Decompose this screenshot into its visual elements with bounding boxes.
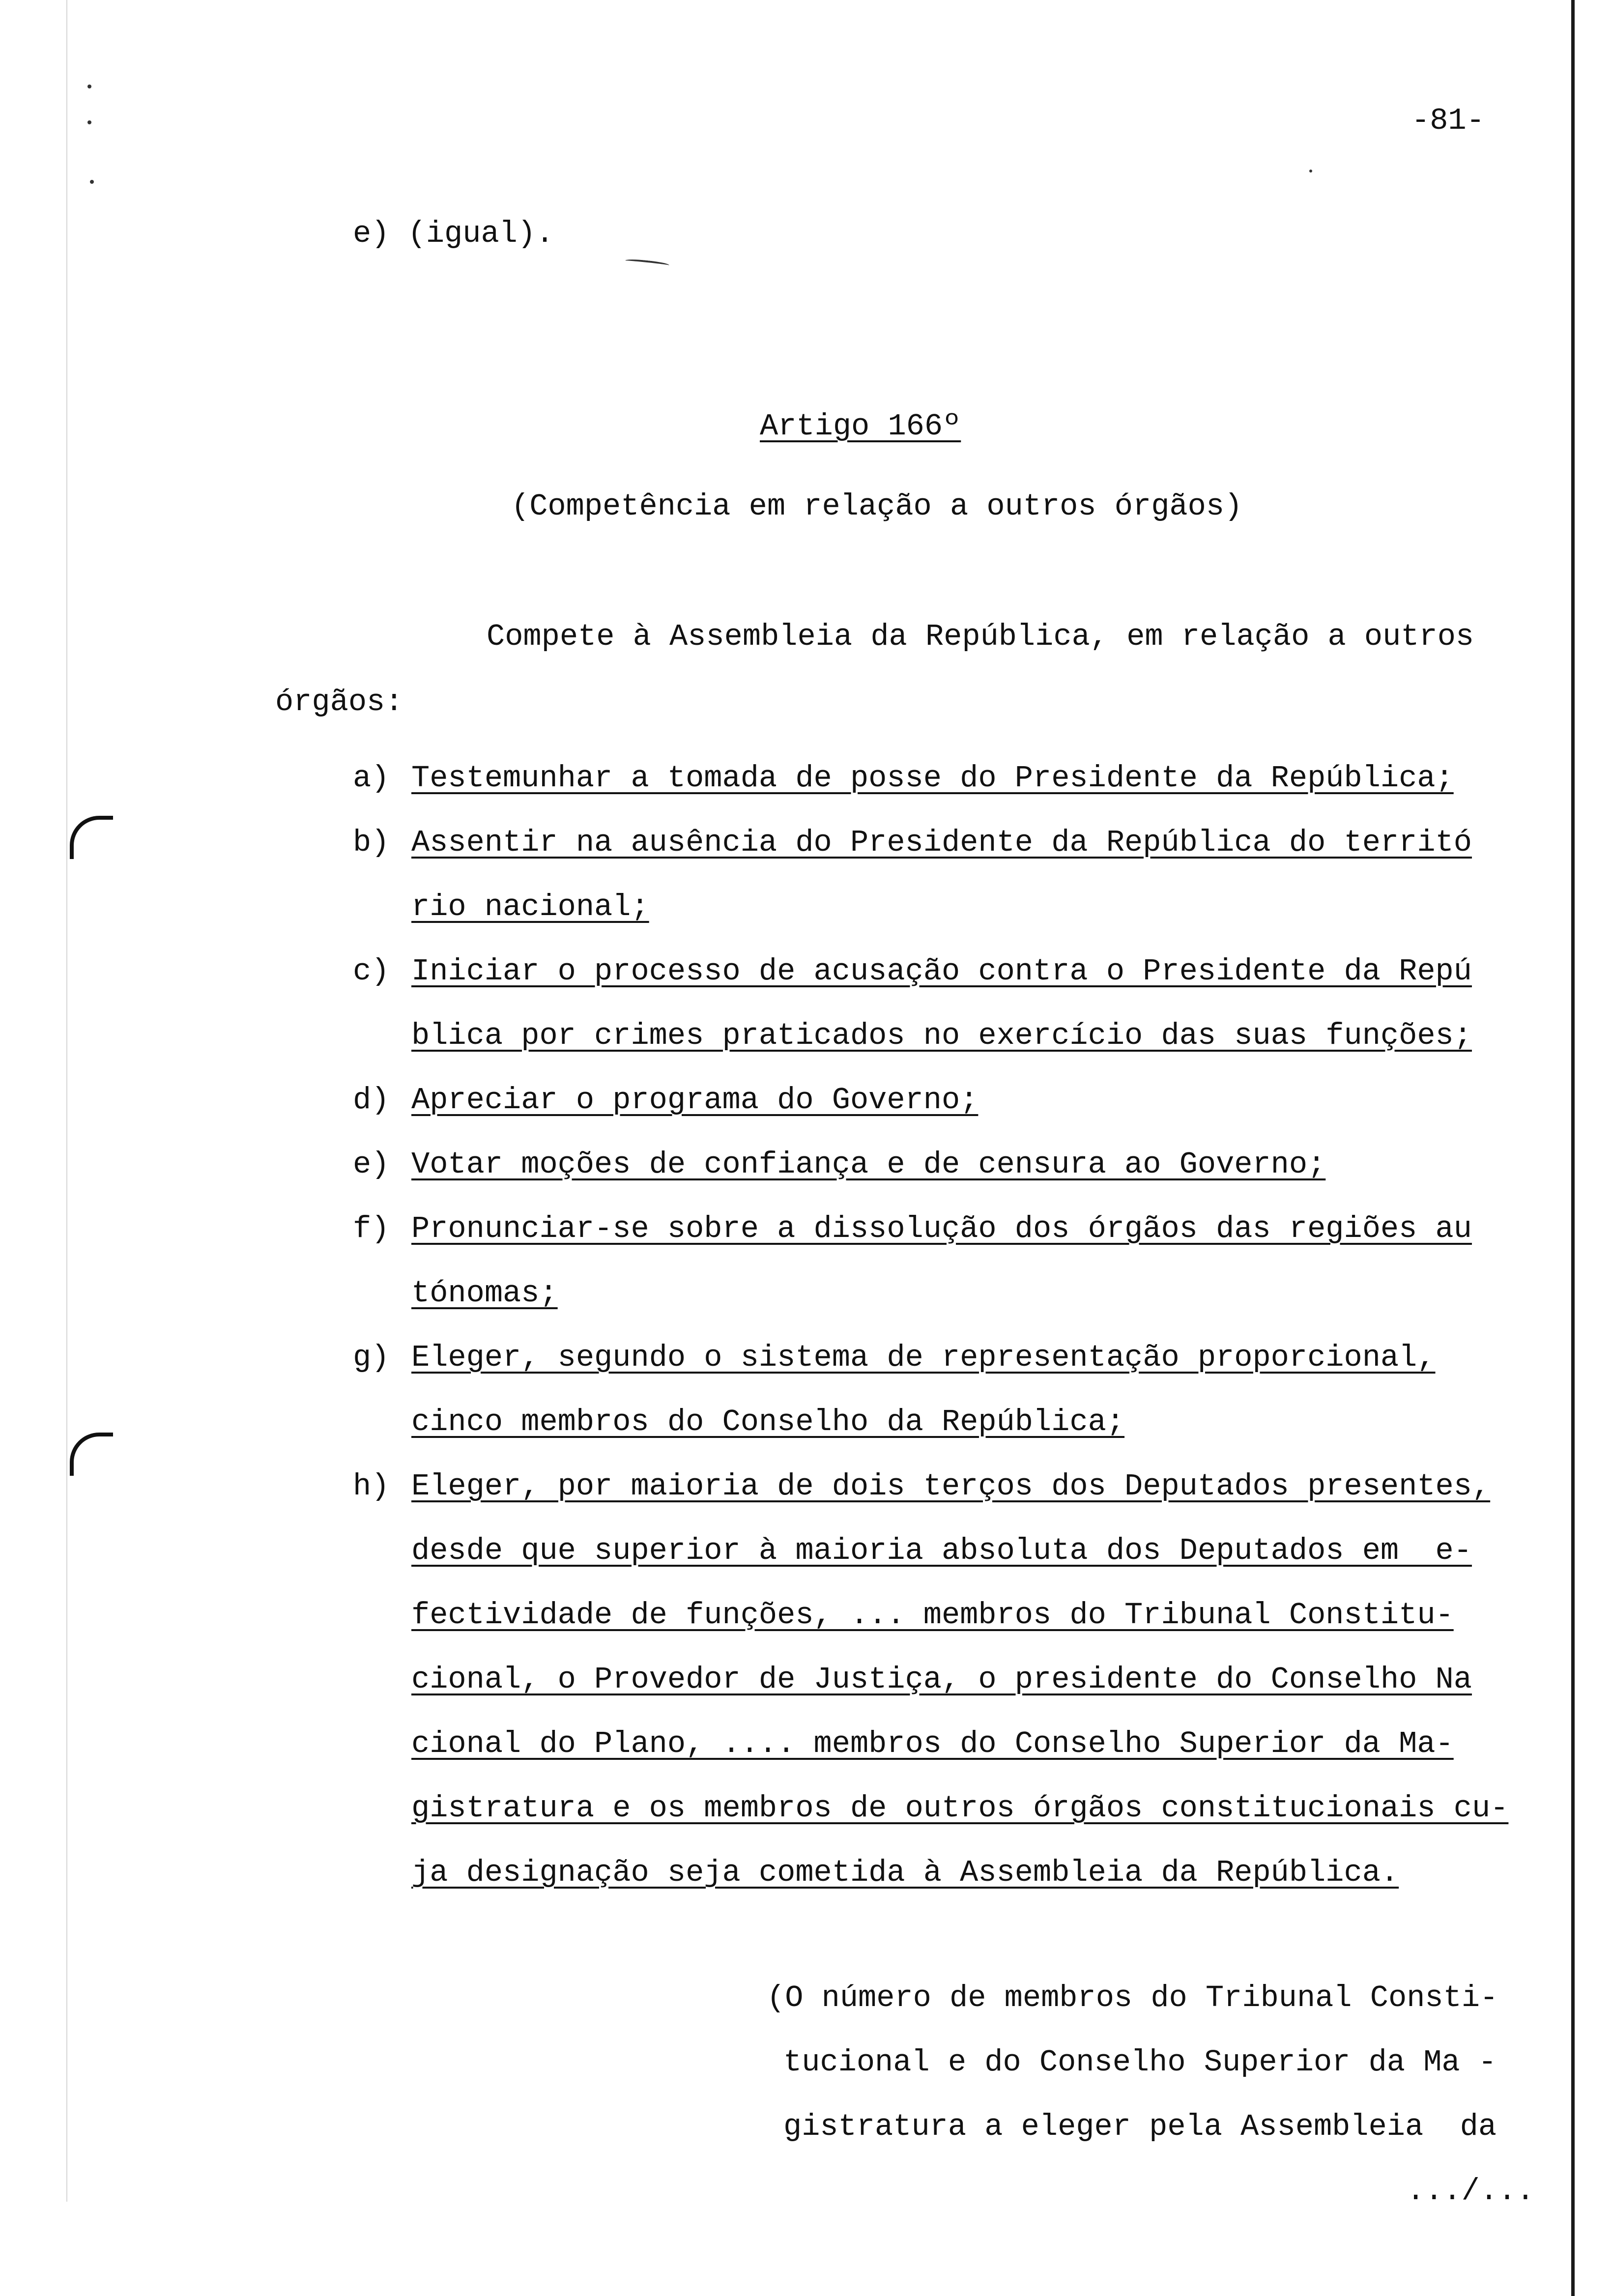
scan-speck bbox=[90, 180, 94, 184]
item-text: Testemunhar a tomada de posse do Presidente da República; bbox=[411, 761, 1454, 796]
item-letter: e) bbox=[353, 1147, 390, 1182]
item-text: Apreciar o programa do Governo; bbox=[411, 1083, 979, 1118]
item-text: cinco membros do Conselho da República; bbox=[411, 1405, 1125, 1439]
item-text: cional, o Provedor de Justiça, o presidente do Conselho Na bbox=[411, 1662, 1472, 1697]
lead-line-2: órgãos: bbox=[275, 685, 403, 719]
handwritten-bracket-mark bbox=[70, 1433, 113, 1476]
page-edge-line bbox=[1571, 0, 1575, 2296]
handwritten-bracket-mark bbox=[70, 816, 113, 859]
item-text: blica por crimes praticados no exercício das suas funções; bbox=[411, 1018, 1472, 1053]
item-text: tónomas; bbox=[411, 1276, 558, 1311]
continuation-mark: .../... bbox=[1407, 2174, 1535, 2209]
item-text: desde que superior à maioria absoluta dos Deputados em e- bbox=[411, 1533, 1472, 1568]
lead-line-1: Compete à Assembleia da República, em relação a outros bbox=[487, 619, 1474, 654]
scan-margin-line bbox=[66, 0, 67, 2202]
note-line: gistratura a eleger pela Assembleia da bbox=[783, 2109, 1497, 2144]
article-title: Artigo 166º bbox=[760, 409, 961, 444]
item-text: rio nacional; bbox=[411, 890, 649, 924]
intro-item: e) (igual). bbox=[353, 216, 554, 251]
item-letter: d) bbox=[353, 1083, 390, 1118]
item-text: Pronunciar-se sobre a dissolução dos órgãos das regiões au bbox=[411, 1211, 1472, 1246]
scan-speck bbox=[87, 85, 91, 88]
item-text: Votar moções de confiança e de censura ao Governo; bbox=[411, 1147, 1326, 1182]
item-text: Iniciar o processo de acusação contra o Presidente da Repú bbox=[411, 954, 1472, 989]
note-line: (O número de membros do Tribunal Consti- bbox=[767, 1980, 1498, 2015]
item-text: cional do Plano, .... membros do Conselho Superior da Ma- bbox=[411, 1726, 1454, 1761]
item-text: Eleger, segundo o sistema de representação proporcional, bbox=[411, 1340, 1436, 1375]
item-text: Eleger, por maioria de dois terços dos Deputados presentes, bbox=[411, 1469, 1491, 1504]
item-letter: a) bbox=[353, 761, 390, 796]
pen-mark bbox=[625, 258, 670, 267]
item-letter: g) bbox=[353, 1340, 390, 1375]
item-letter: c) bbox=[353, 954, 390, 989]
item-letter: f) bbox=[353, 1211, 390, 1246]
item-letter: h) bbox=[353, 1469, 390, 1504]
article-subtitle: (Competência em relação a outros órgãos) bbox=[511, 489, 1243, 524]
page-number: -81- bbox=[1411, 103, 1485, 138]
item-text: Assentir na ausência do Presidente da República do territó bbox=[411, 825, 1472, 860]
item-text: gistratura e os membros de outros órgãos constitucionais cu- bbox=[411, 1791, 1509, 1826]
scan-speck bbox=[87, 120, 91, 124]
item-text: fectividade de funções, ... membros do Tribunal Constitu- bbox=[411, 1598, 1454, 1633]
item-text: ja designação seja cometida à Assembleia da República. bbox=[411, 1855, 1399, 1890]
note-line: tucional e do Conselho Superior da Ma - bbox=[783, 2045, 1497, 2080]
item-letter: b) bbox=[353, 825, 390, 860]
scan-speck bbox=[1309, 170, 1312, 172]
